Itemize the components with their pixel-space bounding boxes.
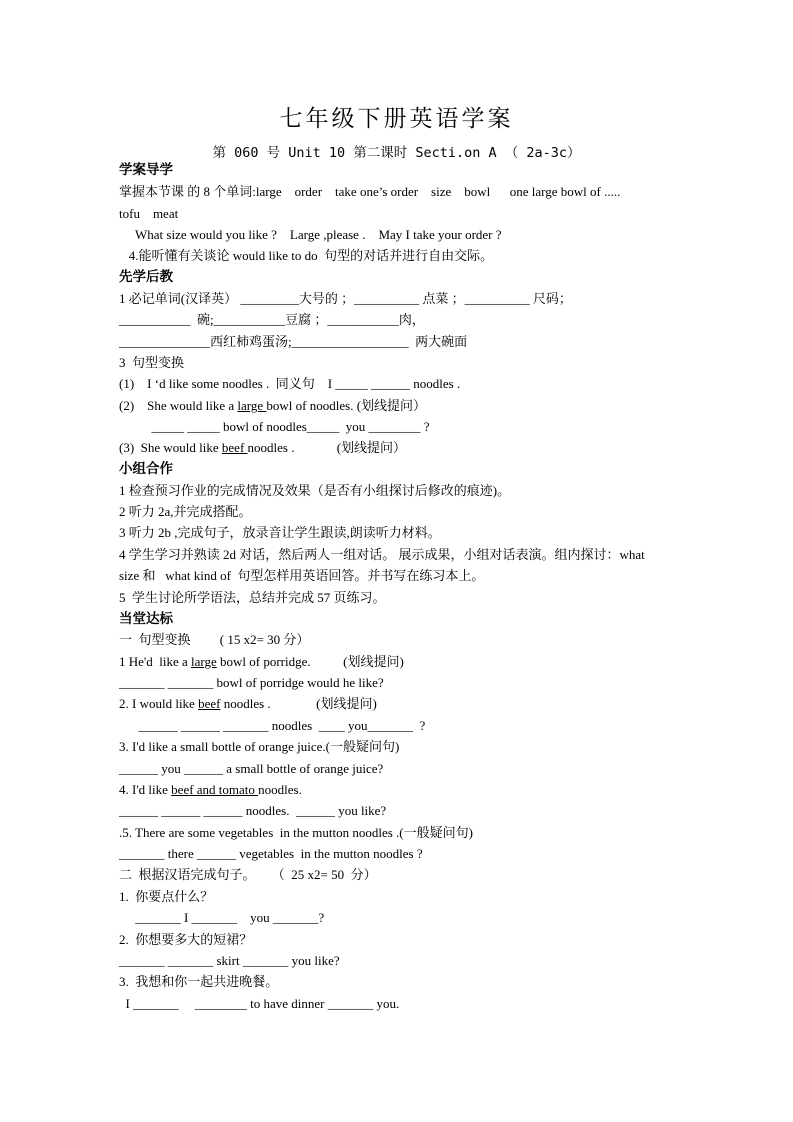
- text-line: ______________西红柿鸡蛋汤;__________________ 两大碗面: [119, 334, 468, 349]
- text-line: 4 学生学习并熟读 2d 对话，然后两人一组对话。 展示成果，小组对话表演。组内探讨：what: [119, 547, 645, 562]
- section-heading-group: 小组合作: [119, 461, 173, 477]
- text-line: tofu meat: [119, 206, 179, 221]
- question: 3. 我想和你一起共进晚餐。: [119, 974, 279, 989]
- question: 3. I'd like a small bottle of orange juice.(一般疑问句): [119, 739, 400, 754]
- answer-line: ______ you ______ a small bottle of orange juice?: [119, 761, 384, 776]
- underlined-word: beef: [221, 440, 248, 455]
- answer-line: _______ I _______ you _______?: [119, 910, 325, 925]
- section-heading-guide: 学案导学: [119, 162, 173, 178]
- underlined-word: large: [237, 398, 267, 413]
- answer-line: ______ ______ ______ noodles. ______ you like?: [119, 803, 387, 818]
- answer-line: _______ there ______ vegetables in the mutton noodles ?: [119, 846, 423, 861]
- question: 2. 你想要多大的短裙？: [119, 932, 253, 947]
- answer-line: I _______ ________ to have dinner _______ you.: [119, 996, 400, 1011]
- underlined-word: beef: [198, 696, 221, 711]
- text-line: 掌握本节课 的 8 个单词:large order take one’s order size bowl one large bowl of .....: [119, 184, 621, 199]
- text-line: 1 必记单词(汉译英） _________大号的 ；__________ 点菜 ；__________ 尺码；: [119, 291, 572, 306]
- answer-line: _______ _______ skirt _______ you like?: [119, 953, 340, 968]
- answer-line: ______ ______ _______ noodles ____ you_______ ?: [119, 718, 426, 733]
- text-line: What size would you like ? Large ,please . May I take your order ?: [119, 227, 502, 242]
- question: 1. 你要点什么？: [119, 889, 214, 904]
- text-line: (3) She would like beef noodles . (划线提问）: [119, 440, 407, 455]
- text-line: _____ _____ bowl of noodles_____ you ________ ?: [119, 419, 430, 434]
- underlined-word: large: [191, 654, 217, 669]
- part-heading: 一 句型变换 ( 15 x2= 30 分）: [119, 632, 310, 647]
- question: 4. I'd like beef and tomato noodles.: [119, 782, 302, 797]
- page-subtitle: 第 060 号 Unit 10 第二课时 Secti.on A （ 2a-3c）: [212, 145, 581, 161]
- question: 2. I would like beef noodles . (划线提问): [119, 696, 377, 711]
- text-line: ___________ 碗;___________豆腐 ；___________肉，: [119, 312, 425, 327]
- answer-line: _______ _______ bowl of porridge would he like?: [119, 675, 384, 690]
- part-heading: 二 根据汉语完成句子。 （ 25 x2= 50 分）: [119, 867, 377, 882]
- question: .5. There are some vegetables in the mutton noodles .(一般疑问句): [119, 825, 473, 840]
- section-heading-test: 当堂达标: [119, 611, 173, 627]
- text-line: 1 检查预习作业的完成情况及效果（是否有小组探讨后修改的痕迹)。: [119, 483, 511, 498]
- question: 1 He'd like a large bowl of porridge. (划线提问): [119, 654, 404, 669]
- text-line: 2 听力 2a,并完成搭配。: [119, 504, 252, 519]
- text-line: 5 学生讨论所学语法，总结并完成 57 页练习。: [119, 590, 386, 605]
- underlined-word: beef and tomato: [171, 782, 259, 797]
- page-title: 七年级下册英语学案: [279, 106, 514, 132]
- text-line: 3 句型变换: [119, 355, 185, 370]
- text-line: size 和 what kind of 句型怎样用英语回答。并书写在练习本上。: [119, 568, 485, 583]
- text-line: 4.能听懂有关谈论 would like to do 句型的对话并进行自由交际。: [119, 248, 494, 263]
- text-line: 3 听力 2b ,完成句子，放录音让学生跟读,朗读听力材料。: [119, 525, 441, 540]
- section-heading-prelearn: 先学后教: [119, 269, 173, 285]
- text-line: (2) She would like a large bowl of noodles. (划线提问）: [119, 398, 427, 413]
- text-line: (1) I ‘d like some noodles . 同义句 I _____ ______ noodles .: [119, 376, 461, 391]
